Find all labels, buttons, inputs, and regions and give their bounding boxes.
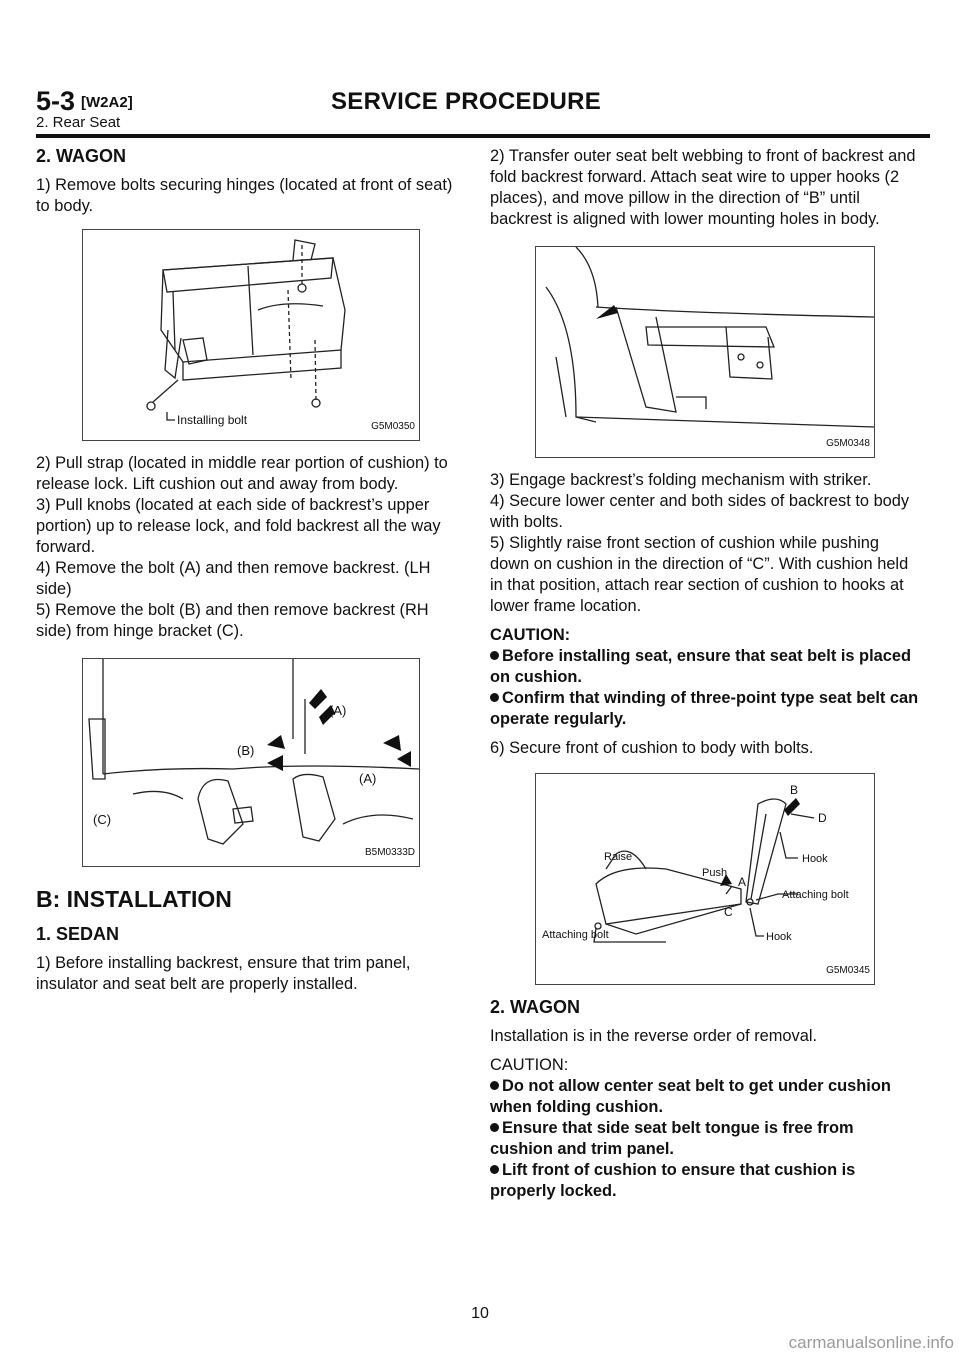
cushion-attach-illustration [536, 774, 874, 984]
heading-wagon-removal: 2. WAGON [36, 146, 127, 166]
install-step-3: 3) Engage backrest’s folding mechanism with striker. [490, 471, 872, 489]
caution-2-item-1: Do not allow center seat belt to get under cushion when folding cushion. [490, 1077, 891, 1116]
caution-1-item-1: Before installing seat, ensure that seat belt is placed on cushion. [490, 647, 911, 686]
fig4-label-hook-upper: Hook [802, 853, 828, 865]
caution-block-2 [490, 1055, 920, 1202]
heading-sedan: 1. SEDAN [36, 924, 120, 944]
wagon-install-text: Installation is in the reverse order of removal. [490, 1027, 818, 1045]
figure-rear-seat-cushion [82, 229, 420, 441]
step-5: 5) Remove the bolt (B) and then remove backrest (RH side) from hinge bracket (C). [36, 601, 429, 640]
install-step-4: 4) Secure lower center and both sides of backrest to body with bolts. [490, 492, 910, 531]
fig4-label-attaching-bolt-right: Attaching bolt [782, 889, 849, 901]
watermark: carmanualsonline.info [788, 1333, 954, 1352]
caution-2-item-2: Ensure that side seat belt tongue is free from cushion and trim panel. [490, 1119, 854, 1158]
caution-block-1 [490, 625, 920, 730]
fig4-label-push: Push [702, 867, 728, 879]
backrest-bolt-illustration [83, 659, 419, 866]
caution-title-1: CAUTION: [490, 626, 571, 644]
header-rule [36, 134, 930, 138]
fig4-label-a: A [738, 875, 747, 889]
figure-code-g5m0350: G5M0350 [371, 421, 415, 432]
figure-code-g5m0345: G5M0345 [826, 965, 870, 976]
fig2-label-c: (C) [93, 812, 112, 827]
figure-cushion-attach [535, 773, 875, 985]
fig1-label-installing-bolt: Installing bolt [177, 413, 248, 427]
fig2-label-a-right: (A) [359, 771, 377, 786]
bullet-icon [490, 693, 499, 702]
caution-2-item-3: Lift front of cushion to ensure that cushion is properly locked. [490, 1161, 856, 1200]
install-step-6: 6) Secure front of cushion to body with bolts. [490, 739, 814, 757]
figure-backrest-fold [535, 246, 875, 458]
step-2: 2) Pull strap (located in middle rear portion of cushion) to release lock. Lift cushion out and away from body. [36, 454, 448, 493]
heading-wagon-install: 2. WAGON [490, 997, 581, 1017]
figure-backrest-bolts [82, 658, 420, 867]
step-1: 1) Remove bolts securing hinges (located at front of seat) to body. [36, 176, 453, 215]
fig4-label-b: B [790, 783, 799, 797]
fig4-label-attaching-bolt-left: Attaching bolt [542, 929, 609, 941]
install-step-2: 2) Transfer outer seat belt webbing to front of backrest and fold backrest forward. Attach seat wire to upper hooks (2 places), and move pillow in the direction of “B” until backrest is aligned with lower mounting holes in body. [490, 147, 916, 228]
page-number: 10 [471, 1305, 489, 1322]
bullet-icon [490, 1123, 499, 1132]
step-4: 4) Remove the bolt (A) and then remove backrest. (LH side) [36, 559, 431, 598]
step-3: 3) Pull knobs (located at each side of backrest’s upper portion) up to release lock, and fold backrest all the way forward. [36, 496, 441, 556]
caution-title-2: CAUTION: [490, 1056, 569, 1074]
fig4-label-d: D [818, 811, 827, 825]
section-code: 5-3 [W2A2] [36, 86, 133, 116]
figure-code-b5m0333d: B5M0333D [364, 847, 415, 858]
sub-code: [W2A2] [81, 94, 133, 111]
right-column [490, 146, 920, 1202]
sedan-step-1: 1) Before installing backrest, ensure that trim panel, insulator and seat belt are properly installed. [36, 954, 411, 993]
backrest-fold-illustration [536, 247, 874, 457]
page-subtitle: 2. Rear Seat [36, 114, 121, 131]
fig4-label-hook-lower: Hook [766, 931, 792, 943]
heading-installation: B: INSTALLATION [36, 886, 232, 912]
figure-code-g5m0348: G5M0348 [826, 438, 870, 449]
bullet-icon [490, 1081, 499, 1090]
fig2-label-a-top: (A) [329, 703, 347, 718]
fig4-label-raise: Raise [604, 851, 633, 863]
fig2-label-b: (B) [237, 743, 255, 758]
fig4-label-c: C [724, 905, 733, 919]
caution-1-item-2: Confirm that winding of three-point type seat belt can operate regularly. [490, 689, 919, 728]
seat-cushion-illustration [83, 230, 419, 440]
bullet-icon [490, 651, 499, 660]
left-column [36, 146, 466, 995]
install-step-5: 5) Slightly raise front section of cushion while pushing down on cushion in the direction of “C”. With cushion held in that position, attach rear section of cushion to hooks at lower frame location. [490, 534, 909, 615]
page-title: SERVICE PROCEDURE [331, 88, 602, 115]
bullet-icon [490, 1165, 499, 1174]
